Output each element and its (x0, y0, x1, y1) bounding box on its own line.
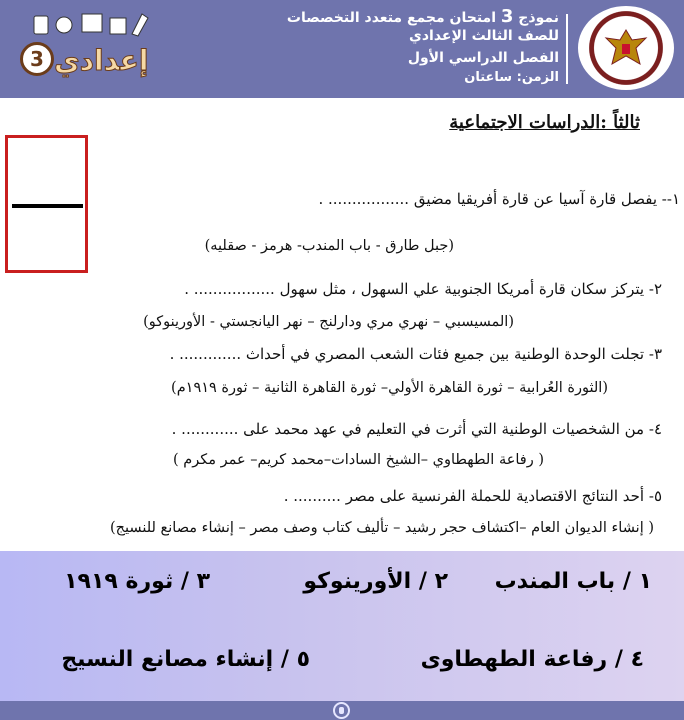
question-5-options: ( إنشاء الديوان العام –اكتشاف حجر رشيد – تأليف كتاب وصف مصر – إنشاء مصانع للنسيج) (110, 520, 654, 536)
question-3: ٣- تجلت الوحدة الوطنية بين جميع فئات الشعب المصري في أحداث ............. . (169, 345, 662, 363)
answer-2: ٢ / الأورينوكو (303, 569, 448, 594)
answer-1: ١ / باب المندب (494, 569, 652, 594)
section-title: ثالثاً :الدراسات الاجتماعية (449, 112, 640, 133)
score-box (5, 135, 88, 273)
answer-4: ٤ / رفاعة الطهطاوى (420, 647, 644, 672)
footer-seal-icon (333, 702, 350, 719)
exam-title: نموذج 3 امتحان مجمع متعدد التخصصات (286, 6, 559, 27)
question-3-options: (الثورة العُرابية – ثورة القاهرة الأولي– ثورة القاهرة الثانية – ثورة ١٩١٩م) (171, 380, 608, 396)
ministry-logo-icon (578, 6, 674, 90)
footer-bar (0, 701, 684, 720)
term-label: الفصل الدراسي الأول (407, 50, 559, 66)
question-5: ٥- أحد النتائج الاقتصادية للحملة الفرنسية على مصر .......... . (283, 487, 662, 505)
school-tools-icon (30, 8, 150, 38)
answer-3: ٣ / ثورة ١٩١٩ (64, 569, 210, 594)
time-label: الزمن: ساعتان (464, 70, 559, 85)
grade-label: للصف الثالث الإعدادي (409, 28, 559, 44)
question-4-options: ( رفاعة الطهطاوي –الشيخ السادات–محمد كريم– عمر مكرم ) (173, 452, 544, 468)
question-2-options: (المسيسبي – نهري مري ودارلنج – نهر اليانجستي - الأورينوكو) (143, 314, 514, 330)
header-divider (566, 14, 568, 84)
header-banner (0, 0, 684, 98)
question-2: ٢- يتركز سكان قارة أمريكا الجنوبية علي السهول ، مثل سهول ................. . (184, 280, 662, 298)
badge-text: إعدادي (54, 44, 149, 77)
answers-panel (0, 551, 684, 701)
eagle-icon (602, 26, 650, 70)
badge-number: 3 (20, 42, 54, 76)
answer-5: ٥ / إنشاء مصانع النسيج (61, 647, 310, 672)
question-1-options: (جبل طارق - باب المندب- هرمز - صقليه) (204, 238, 454, 254)
question-4: ٤- من الشخصيات الوطنية التي أثرت في التعليم في عهد محمد على ............ . (171, 420, 662, 438)
grade-badge (20, 40, 149, 90)
question-1: ١-- يفصل قارة آسيا عن قارة أفريقيا مضيق ................. . (318, 190, 680, 208)
score-divider (12, 204, 83, 208)
